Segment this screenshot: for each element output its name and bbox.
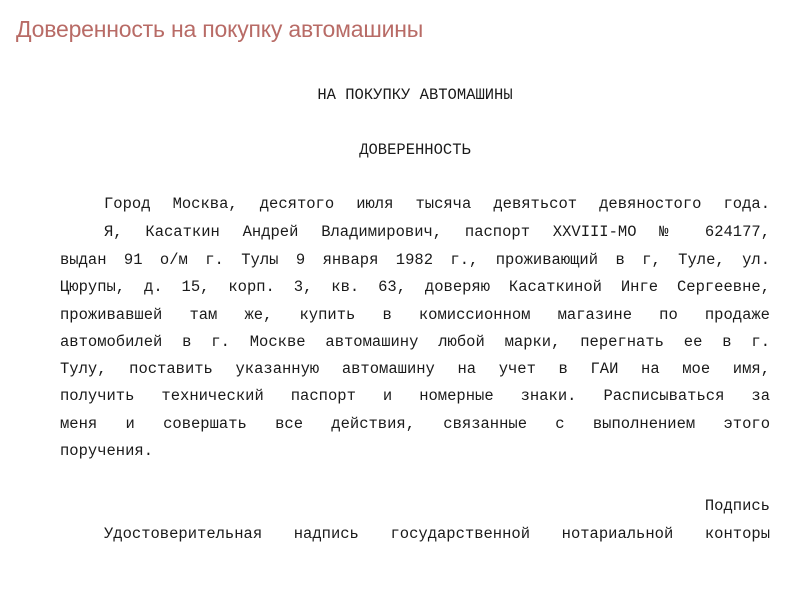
document-subtitle: НА ПОКУПКУ АВТОМАШИНЫ <box>317 86 513 104</box>
signature-label: Подпись <box>704 497 770 515</box>
document-line: Я, Касаткин Андрей Владимирович, паспорт XXVIII-МО № 624177, <box>104 223 770 241</box>
document-line: получить технический паспорт и номерные знаки. Расписываться за <box>60 387 770 405</box>
document-line: Цюрупы, д. 15, корп. 3, кв. 63, доверяю Касаткиной Инге Сергеевне, <box>60 278 770 296</box>
notary-note: Удостоверительная надпись государственной нотариальной конторы <box>104 525 770 543</box>
document-title: ДОВЕРЕННОСТЬ <box>359 141 471 159</box>
document-line: выдан 91 о/м г. Тулы 9 января 1982 г., проживающий в г, Туле, ул. <box>60 251 770 269</box>
document-line: Тулу, поставить указанную автомашину на учет в ГАИ на мое имя, <box>60 360 770 378</box>
document-line: Город Москва, десятого июля тысяча девятьсот девяностого года. <box>104 195 770 213</box>
document-line: меня и совершать все действия, связанные с выполнением этого <box>60 415 770 433</box>
slide-title: Доверенность на покупку автомашины <box>16 16 424 42</box>
document-line: поручения. <box>60 442 154 460</box>
document-line: проживавшей там же, купить в комиссионном магазине по продаже <box>60 306 770 324</box>
document-line: автомобилей в г. Москве автомашину любой марки, перегнать ее в г. <box>60 333 770 351</box>
